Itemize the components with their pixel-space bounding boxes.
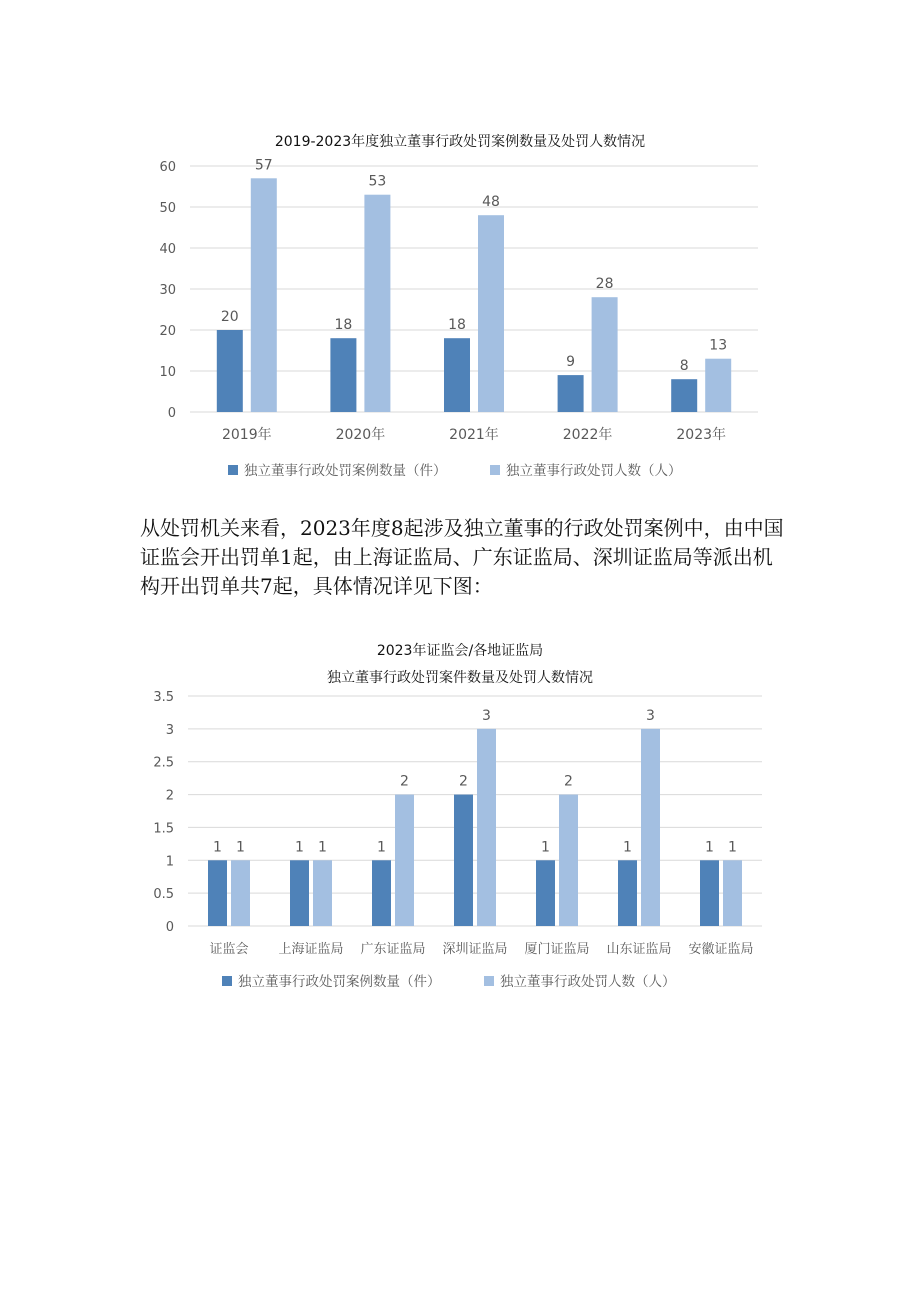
data-label: 3 [482,707,491,724]
legend-swatch-series1 [222,976,232,986]
bar-series1 [290,860,309,926]
legend-swatch-series2 [484,976,494,986]
chart-title: 2023年证监会/各地证监局 [376,643,544,659]
y-tick-label: 2.5 [153,755,174,771]
data-label: 1 [295,839,304,856]
data-label: 2 [400,773,409,790]
y-tick-label: 1 [165,854,174,870]
legend-swatch-series2 [490,465,500,475]
x-tick-label: 2023年 [676,427,727,443]
x-tick-label: 2020年 [335,427,386,443]
y-tick-label: 1.5 [153,821,174,837]
bar-series2 [641,729,660,926]
bar-series1 [536,860,555,926]
chart-subtitle: 独立董事行政处罚案件数量及处罚人数情况 [327,670,593,686]
bar-series2 [313,860,332,926]
data-label: 8 [679,358,689,375]
bar-series1 [208,860,227,926]
x-tick-label: 证监会 [209,942,249,957]
y-tick-label: 50 [159,201,176,216]
y-tick-label: 0 [167,406,176,421]
bar-series1 [558,375,584,412]
data-label: 3 [646,707,655,724]
x-tick-label: 厦门证监局 [524,942,590,957]
bar-series1 [700,860,719,926]
bar-series2 [592,297,618,412]
data-label: 1 [728,839,737,856]
legend-swatch-series1 [228,465,238,475]
legend-label-series2: 独立董事行政处罚人数（人） [500,974,676,990]
y-tick-label: 60 [159,160,176,175]
data-label: 28 [595,276,614,293]
x-tick-label: 深圳证监局 [442,942,508,957]
data-label: 57 [254,157,273,174]
x-tick-label: 广东证监局 [360,942,426,957]
data-label: 13 [709,337,728,354]
data-label: 18 [448,317,466,334]
legend-label-series1: 独立董事行政处罚案例数量（件） [244,463,447,479]
data-label: 1 [318,839,327,856]
data-label: 1 [623,839,632,856]
data-label: 18 [334,317,353,334]
y-tick-label: 2 [165,788,174,804]
bar-series2 [478,215,504,412]
bar-series2 [723,860,742,926]
data-label: 1 [541,839,550,856]
x-tick-label: 2021年 [449,427,499,443]
data-label: 20 [220,309,239,325]
bar-series1 [444,338,470,412]
chart-regulator-penalties [0,635,920,1005]
data-label: 53 [368,173,387,190]
body-paragraph: 从处罚机关来看，2023年度8起涉及独立董事的行政处罚案例中，由中国证监会开出罚单1起，由上海证监局、广东证监局、深圳证监局等派出机构开出罚单共7起，具体情况详见下图： [140,516,784,598]
legend-label-series1: 独立董事行政处罚案例数量（件） [238,974,441,990]
data-label: 2 [564,773,573,790]
bar-series2 [559,795,578,926]
data-label: 1 [213,839,222,856]
y-tick-label: 0.5 [153,887,174,903]
y-tick-label: 10 [159,365,176,380]
data-label: 1 [377,839,386,856]
data-label: 1 [705,839,714,856]
bar-series1 [671,379,697,412]
data-label: 1 [236,839,245,856]
data-label: 2 [459,773,468,790]
bar-series1 [217,330,243,412]
bar-series2 [705,359,731,412]
x-tick-label: 上海证监局 [278,942,344,957]
y-tick-label: 0 [165,920,174,935]
x-tick-label: 2019年 [221,427,272,443]
bar-series1 [618,860,637,926]
bar-series2 [231,860,250,926]
bar-series2 [477,729,496,926]
x-tick-label: 山东证监局 [606,942,672,957]
x-tick-label: 安徽证监局 [688,942,754,957]
legend-label-series2: 独立董事行政处罚人数（人） [506,463,682,479]
y-tick-label: 3 [165,722,174,738]
chart-title: 2019-2023年度独立董事行政处罚案例数量及处罚人数情况 [274,134,646,150]
bar-series2 [364,195,390,412]
bar-series1 [330,338,356,412]
chart-annual-penalties [0,120,920,490]
y-tick-label: 3.5 [153,690,174,705]
y-tick-label: 20 [159,324,176,339]
data-label: 48 [482,194,500,211]
bar-series1 [454,795,473,926]
y-tick-label: 40 [159,242,176,257]
bar-series2 [251,178,277,412]
bar-series2 [395,795,414,926]
bar-series1 [372,860,391,926]
x-tick-label: 2022年 [562,427,613,443]
data-label: 9 [566,354,576,371]
y-tick-label: 30 [159,283,176,298]
